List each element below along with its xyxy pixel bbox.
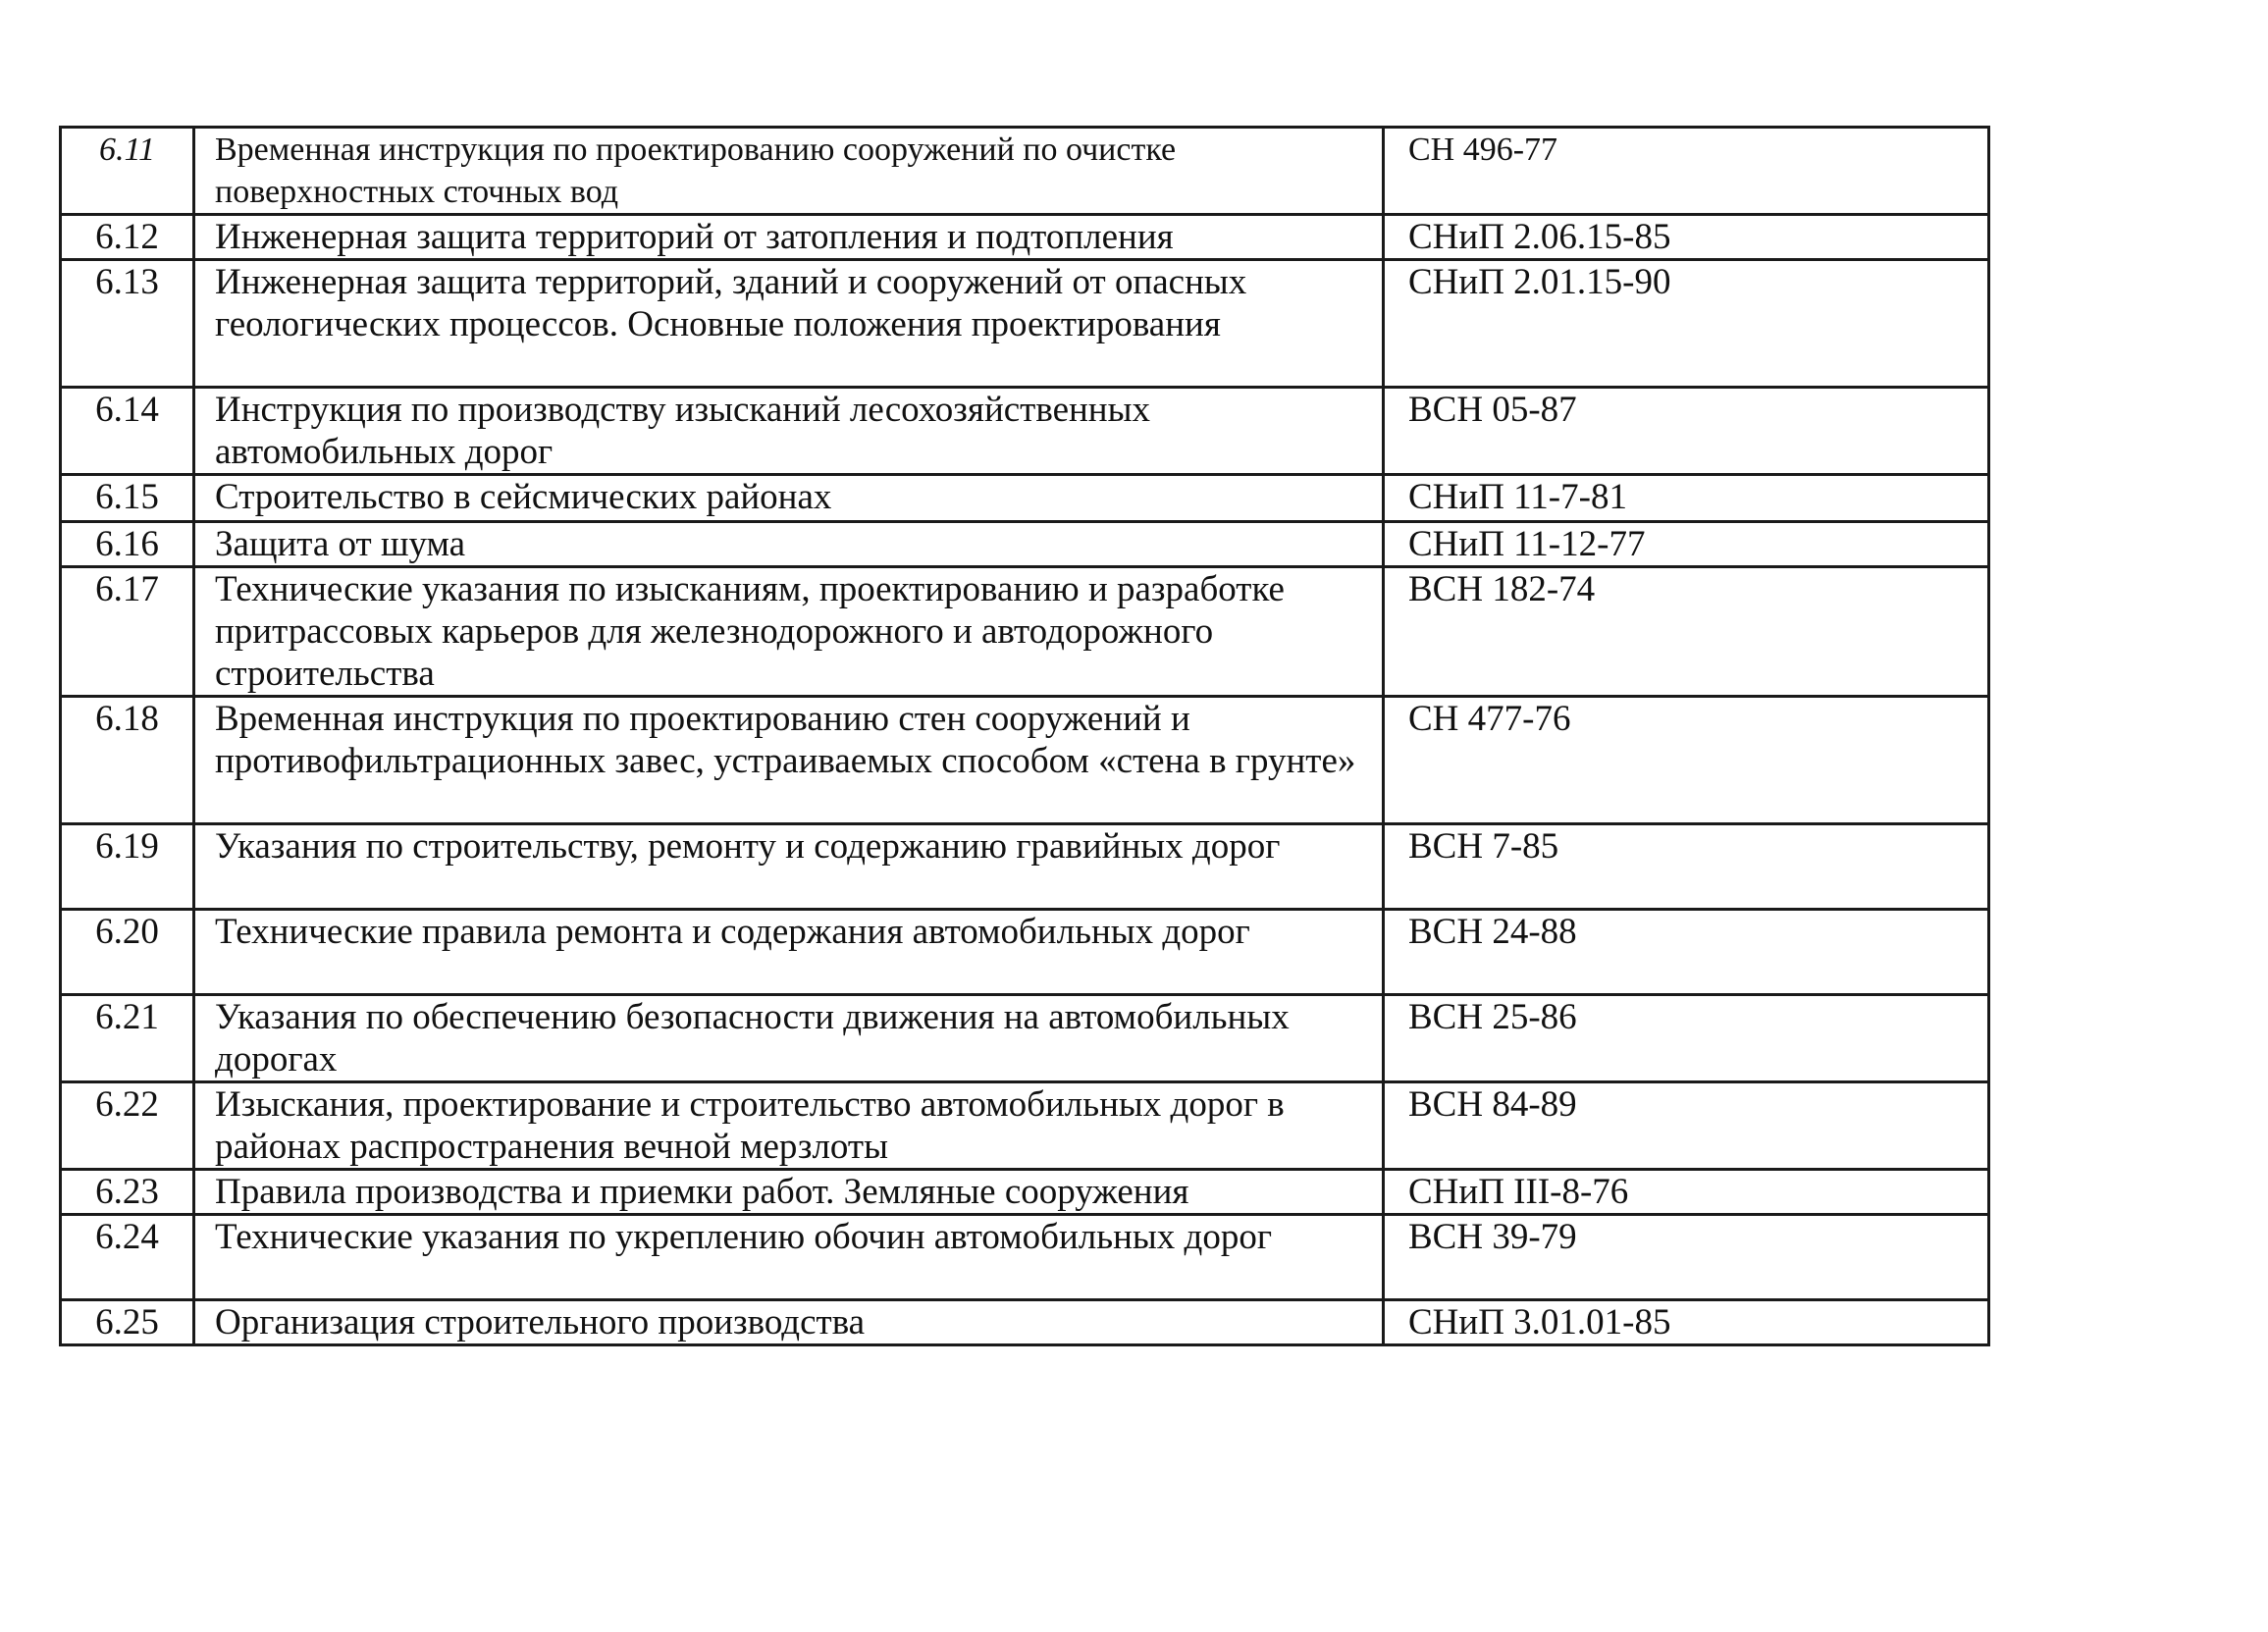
table-row-6-24 <box>61 1215 1989 1300</box>
document-title: Технические правила ремонта и содержания автомобильных дорог <box>194 910 1384 995</box>
document-title: Правила производства и приемки работ. Земляные сооружения <box>194 1170 1384 1215</box>
document-title: Инженерная защита территорий, зданий и сооружений от опасных геологических процессов. Основные положения проектирования <box>194 260 1384 388</box>
norms-table-body <box>61 128 1989 1345</box>
document-title: Строительство в сейсмических районах <box>194 475 1384 522</box>
document-title: Временная инструкция по проектированию стен сооружений и противофильтрационных завес, устраиваемых способом «стена в грунте» <box>194 697 1384 824</box>
table-row-6-21 <box>61 995 1989 1082</box>
table-row-6-16 <box>61 522 1989 567</box>
item-number: 6.25 <box>61 1300 194 1345</box>
document-code: ВСН 7-85 <box>1384 824 1989 910</box>
document-code: СНиП III-8-76 <box>1384 1170 1989 1215</box>
item-number: 6.17 <box>61 567 194 697</box>
document-code: СН 477-76 <box>1384 697 1989 824</box>
document-title: Изыскания, проектирование и строительство автомобильных дорог в районах распространения вечной мерзлоты <box>194 1082 1384 1170</box>
document-title: Организация строительного производства <box>194 1300 1384 1345</box>
item-number: 6.19 <box>61 824 194 910</box>
table-row-6-20 <box>61 910 1989 995</box>
table-row-6-13 <box>61 260 1989 388</box>
document-code: ВСН 182-74 <box>1384 567 1989 697</box>
item-number: 6.20 <box>61 910 194 995</box>
item-number: 6.15 <box>61 475 194 522</box>
item-number: 6.23 <box>61 1170 194 1215</box>
document-code: СНиП 2.01.15-90 <box>1384 260 1989 388</box>
document-code: ВСН 05-87 <box>1384 388 1989 475</box>
table-row-6-19 <box>61 824 1989 910</box>
table-row-6-17 <box>61 567 1989 697</box>
document-code: СНиП 3.01.01-85 <box>1384 1300 1989 1345</box>
document-code: ВСН 24-88 <box>1384 910 1989 995</box>
document-code: СНиП 11-7-81 <box>1384 475 1989 522</box>
table-row-6-25 <box>61 1300 1989 1345</box>
document-code: СНиП 2.06.15-85 <box>1384 215 1989 260</box>
document-title: Технические указания по изысканиям, проектированию и разработке притрассовых карьеров для железнодорожного и автодорожного строительства <box>194 567 1384 697</box>
document-code: СН 496-77 <box>1384 128 1989 215</box>
item-number: 6.18 <box>61 697 194 824</box>
document-title: Временная инструкция по проектированию сооружений по очистке поверхностных сточных вод <box>194 128 1384 215</box>
document-title: Технические указания по укреплению обочин автомобильных дорог <box>194 1215 1384 1300</box>
document-title: Указания по обеспечению безопасности движения на автомобильных дорогах <box>194 995 1384 1082</box>
item-number: 6.11 <box>61 128 194 215</box>
table-row-6-12 <box>61 215 1989 260</box>
document-title: Инженерная защита территорий от затопления и подтопления <box>194 215 1384 260</box>
document-title: Указания по строительству, ремонту и содержанию гравийных дорог <box>194 824 1384 910</box>
document-code: ВСН 25-86 <box>1384 995 1989 1082</box>
document-title: Инструкция по производству изысканий лесохозяйственных автомобильных дорог <box>194 388 1384 475</box>
table-row-6-14 <box>61 388 1989 475</box>
document-code: ВСН 84-89 <box>1384 1082 1989 1170</box>
item-number: 6.22 <box>61 1082 194 1170</box>
item-number: 6.14 <box>61 388 194 475</box>
item-number: 6.12 <box>61 215 194 260</box>
item-number: 6.13 <box>61 260 194 388</box>
item-number: 6.16 <box>61 522 194 567</box>
item-number: 6.24 <box>61 1215 194 1300</box>
table-row-6-23 <box>61 1170 1989 1215</box>
document-code: СНиП 11-12-77 <box>1384 522 1989 567</box>
table-row-6-15 <box>61 475 1989 522</box>
norms-table <box>59 126 1990 1346</box>
table-row-6-22 <box>61 1082 1989 1170</box>
item-number: 6.21 <box>61 995 194 1082</box>
document-title: Защита от шума <box>194 522 1384 567</box>
table-row-6-18 <box>61 697 1989 824</box>
table-row-6-11 <box>61 128 1989 215</box>
document-code: ВСН 39-79 <box>1384 1215 1989 1300</box>
